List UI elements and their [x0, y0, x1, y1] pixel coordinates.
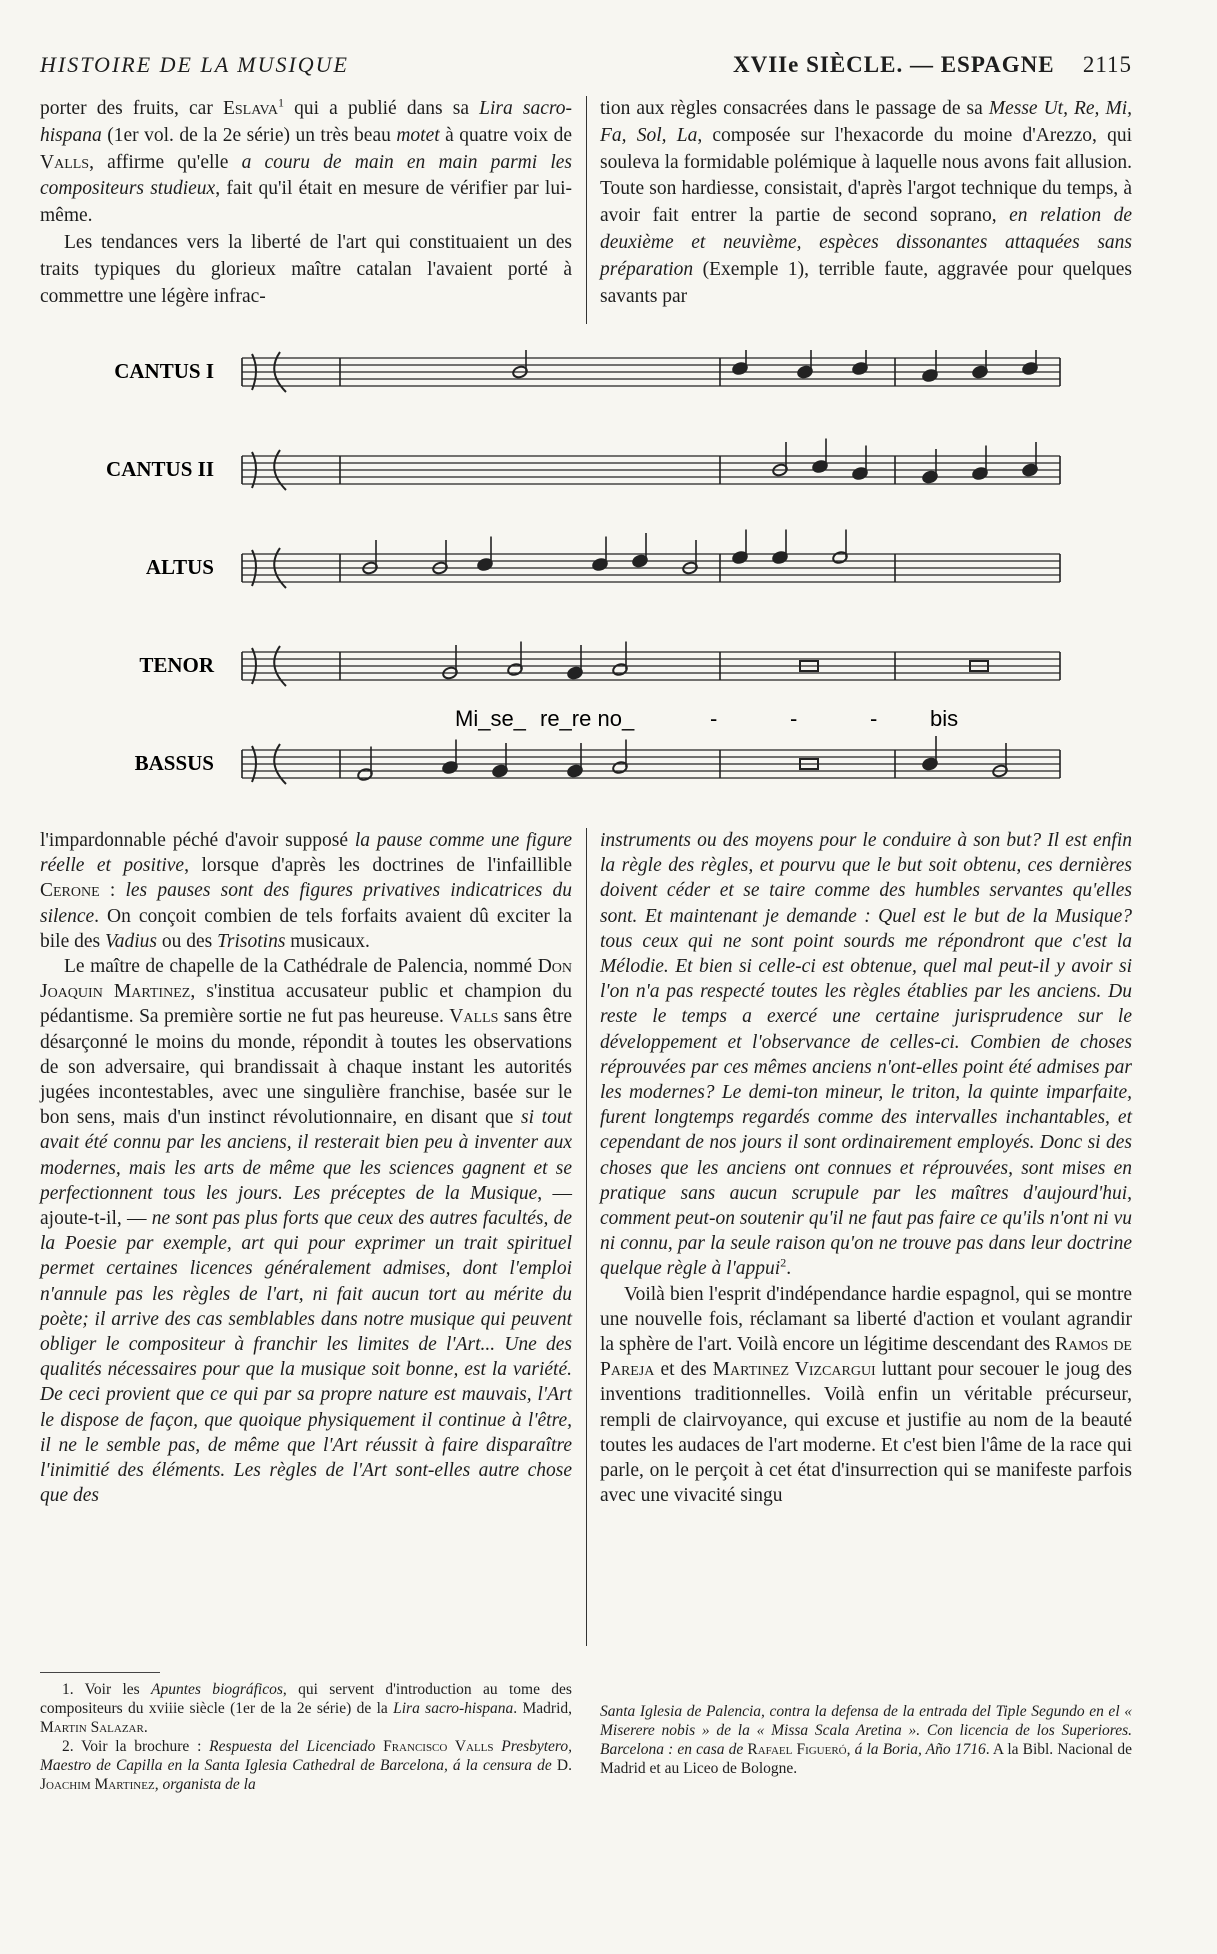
part-label: TENOR: [139, 653, 214, 677]
paragraph: porter des fruits, car Eslava$^1$ qui a publié dans sa Lira sacro-hispana (1er vol. de la 2e série) un très beau motet à quatre voix de Valls, affirme qu'elle a couru de main en main parmi les compositeurs studieux, fait qu'il était en mesure de vérifier par lui-même.: [40, 95, 573, 227]
part-label: CANTUS II: [106, 457, 214, 481]
lyric-syllable: -: [870, 706, 878, 731]
lyric-syllable: -: [710, 706, 718, 731]
paragraph: tion aux règles consacrées dans le passage de sa Messe Ut, Re, Mi, Fa, Sol, La, composée sur l'hexacorde du moine d'Arezzo, qui souleva la formidable polémique à laquelle nous avons fait allusion. Toute son hardiesse, consistait, d'après l'argot technique du temps, à avoir fait entrer la partie de second soprano, en relation de deuxième et neuvième, espèces dissonantes attaquées sans préparation (Exemple 1), terrible faute, aggravée pour quelques savants par: [600, 98, 1133, 307]
paragraph: instruments ou des moyens pour le conduire à son but? Il est enfin la règle des règles, et pourvu que le but soit obtenu, ces dernières doivent céder et se taire comme des humbles servantes qu'elles sont. Et maintenant je demande : Quel est le but de la Musique? tous ceux qui ne sont point sourds me répondront que c'est la Mélodie. Et bien si celle-ci est obtenue, quel mal peut-il y avoir si l'on n'a pas respecté toutes les règles établies par les anciens. Du reste le temps a exercé une certaine jurisprudence sur le développement et l'observance de celles-ci. Combien de choses réprouvées par ces mêmes anciens n'ont-elles point été admises par les modernes? Le demi-ton mineur, le triton, la quinte imparfaite, furent longtemps regardés comme des intervalles inchantables, et cependant de nos jours il sont ordinairement employés. Donc si des choses que les anciens ont connues et réprouvées, sont mises en pratique sans aucun scrupule par les maîtres d'aujourd'hui, comment peut-on soutenir qu'il ne faut pas faire ce qu'ils n'ont ni vu ni connu, par la seule raison qu'on ne trouve pas dans leur doctrine quelque règle à l'appui$^2$.: [600, 830, 1132, 1280]
footnote-2-continued: Santa Iglesia de Palencia, contra la defensa de la entrada del Tiple Segundo en el « Miserere nobis » de la « Missa Scala Aretina ». Con licencia de los Superiores. Barcelona : en casa de Rafael Figueró, á la Boria, Año 1716. A la Bibl. Nacional de Madrid et au Liceo de Bologne.: [600, 1703, 1132, 1777]
lyric-syllable: bis: [930, 706, 959, 731]
running-header: [40, 52, 1132, 86]
footnote-rule: [40, 1672, 160, 1673]
bottom-left-column: [40, 828, 572, 1508]
part-label: BASSUS: [134, 751, 214, 775]
footnote-1: 1. Voir les Apuntes biográficos, qui servent d'introduction au tome des compositeurs du xviiie siècle (1er de la 2e série) de la Lira sacro-hispana. Madrid, Martin Salazar.: [40, 1681, 572, 1736]
top-right-column: [600, 96, 1132, 310]
bottom-right-column: [600, 828, 1132, 1508]
paragraph: Les tendances vers la liberté de l'art qui constituaient un des traits typiques du glorieux maître catalan l'avaient porté à commettre une légère infrac-: [40, 231, 572, 307]
part-label: ALTUS: [145, 555, 214, 579]
page-number: 2115: [1082, 52, 1132, 77]
paragraph: Le maître de chapelle de la Cathédrale de Palencia, nommé Don Joaquin Martinez, s'institua accusateur public et champion du pédantisme. Sa première sortie ne fut pas heureuse. Valls sans être désarçonné le moins du monde, répondit à toutes les observations de son adversaire, qui brandissait à chaque instant les autorités jugées incontestables, avec une singulière franchise, basée sur le bon sens, mais d'un instinct révolutionnaire, en disant que si tout avait été connu par les anciens, il resterait bien peu à inventer aux modernes, mais les arts de même que les sciences gagnent et se perfectionnent tous les jours. Les préceptes de la Musique, — ajoute-t-il, — ne sont pas plus forts que ceux des autres facultés, de la Poesie par exemple, art qui pour exprimer un trait spirituel permet certaines licences généralement admises, dont l'emploi n'annule pas les règles de l'art, ni fait aucun tort au mérite du poète; il arrive des cas semblables dans notre musique qui peuvent obliger le compositeur à franchir les limites de l'Art... Une des qualités nécessaires pour que la musique soit bonne, est la variété. De ceci provient que ce qui par sa propre nature est mauvais, l'Art le dispose de façon, que quoique physiquement il continue à l'être, il ne le semble pas, de même que l'Art réussit à faire disparaître l'inimitié des éléments. Les règles de l'Art sont-elles autre chose que des: [40, 956, 573, 1507]
header-title: HISTOIRE DE LA MUSIQUE: [40, 52, 349, 77]
footnote-2: 2. Voir la brochure : Respuesta del Licenciado Francisco Valls Presbytero, Maestro de Capilla en la Santa Iglesia Cathedral de Barcelona, á la censura de D. Joachim Martinez, organista de la: [40, 1738, 573, 1793]
top-left-column: [40, 96, 572, 310]
music-score-example: [100, 350, 1120, 800]
footnotes-right: [600, 1702, 1132, 1778]
paragraph: l'impardonnable péché d'avoir supposé la pause comme une figure réelle et positive, lorsque d'après les doctrines de l'infaillible Cerone : les pauses sont des figures privatives indicatrices du silence. On conçoit combien de tels forfaits avaient dû exciter la bile des Vadius ou des Trisotins musicaux.: [40, 830, 572, 952]
lyric-syllable: Mi_se_: [455, 706, 526, 731]
lyric-syllable: re_re no_: [540, 706, 635, 731]
column-divider: [586, 96, 587, 324]
lyric-syllable: -: [790, 706, 798, 731]
header-section: XVIIe SIÈCLE. — ESPAGNE: [733, 52, 1055, 77]
column-divider: [586, 828, 587, 1646]
part-label: CANTUS I: [114, 359, 214, 383]
paragraph: Voilà bien l'esprit d'indépendance hardie espagnol, qui se montre une nouvelle fois, réclamant sa liberté d'action et voulant agrandir la sphère de l'art. Voilà encore un légitime descendant des Ramos de Pareja et des Martinez Vizcargui luttant pour secouer le joug des inventions traditionnelles. Voilà enfin un véritable précurseur, rempli de clairvoyance, qui excuse et justifie au nom de la beauté toutes les audaces de l'art moderne. Et c'est bien l'âme de la race qui parle, on le perçoit à cet état d'insurrection qui se manifeste parfois avec une vivacité singu: [600, 1283, 1132, 1507]
footnotes-left: [40, 1680, 572, 1794]
